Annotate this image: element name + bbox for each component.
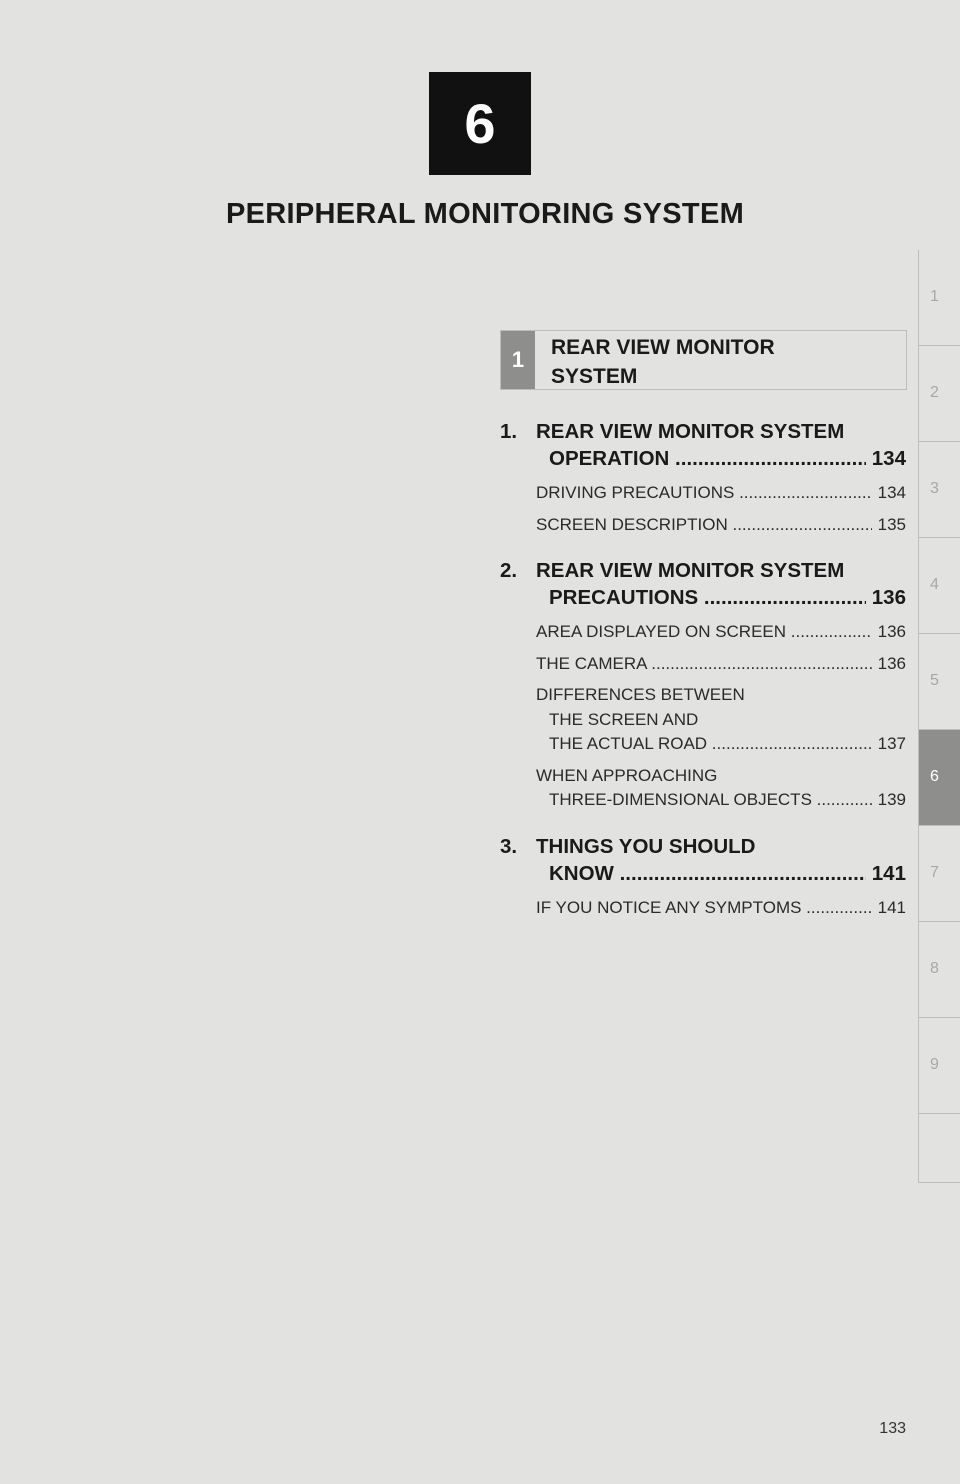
chapter-tab-5[interactable]: 5 <box>919 634 960 730</box>
toc-sub-link[interactable]: DIFFERENCES BETWEEN THE SCREEN AND THE ACTUAL ROAD ..... 137 <box>536 683 906 757</box>
toc-entry <box>500 557 906 813</box>
toc-sub-link[interactable]: WHEN APPROACHING THREE-DIMENSIONAL OBJECTS ..... 139 <box>536 764 906 813</box>
section-title: REAR VIEW MONITOR SYSTEM <box>551 336 775 388</box>
section-number: 1 <box>501 331 535 389</box>
chapter-tab-7[interactable]: 7 <box>919 826 960 922</box>
toc-sub-link[interactable]: SCREEN DESCRIPTION ..... 135 <box>536 513 906 538</box>
toc-sub-link[interactable]: DRIVING PRECAUTIONS ..... 134 <box>536 481 906 506</box>
toc-main-link[interactable]: 3. THINGS YOU SHOULD KNOW ..... 141 <box>500 833 906 887</box>
chapter-number-box <box>429 72 531 175</box>
toc-sub-link[interactable]: AREA DISPLAYED ON SCREEN ..... 136 <box>536 620 906 645</box>
chapter-tab-1[interactable]: 1 <box>919 250 960 346</box>
toc-page: 136 <box>871 586 906 609</box>
toc-main-link[interactable]: 1. REAR VIEW MONITOR SYSTEM OPERATION ..... 134 <box>500 418 906 472</box>
section-header <box>500 330 907 390</box>
chapter-tab-8[interactable]: 8 <box>919 922 960 1018</box>
chapter-tab-blank <box>919 1114 960 1183</box>
chapter-tab-9[interactable]: 9 <box>919 1018 960 1114</box>
toc-page: 134 <box>871 447 906 470</box>
chapter-title: PERIPHERAL MONITORING SYSTEM <box>225 198 745 230</box>
toc-sub-link[interactable]: IF YOU NOTICE ANY SYMPTOMS ..... 141 <box>536 896 906 921</box>
chapter-tabs <box>918 250 960 1183</box>
chapter-tab-2[interactable]: 2 <box>919 346 960 442</box>
chapter-number: 6 <box>464 92 496 155</box>
chapter-tab-4[interactable]: 4 <box>919 538 960 634</box>
chapter-tab-3[interactable]: 3 <box>919 442 960 538</box>
toc-page: 141 <box>871 861 906 885</box>
table-of-contents <box>500 418 906 940</box>
toc-sub-link[interactable]: THE CAMERA ..... 136 <box>536 652 906 677</box>
page-number: 133 <box>879 1420 906 1437</box>
toc-main-link[interactable]: 2. REAR VIEW MONITOR SYSTEM PRECAUTIONS ..... 136 <box>500 557 906 611</box>
toc-entry <box>500 833 906 921</box>
toc-entry <box>500 418 906 537</box>
chapter-tab-6[interactable]: 6 <box>919 730 960 826</box>
